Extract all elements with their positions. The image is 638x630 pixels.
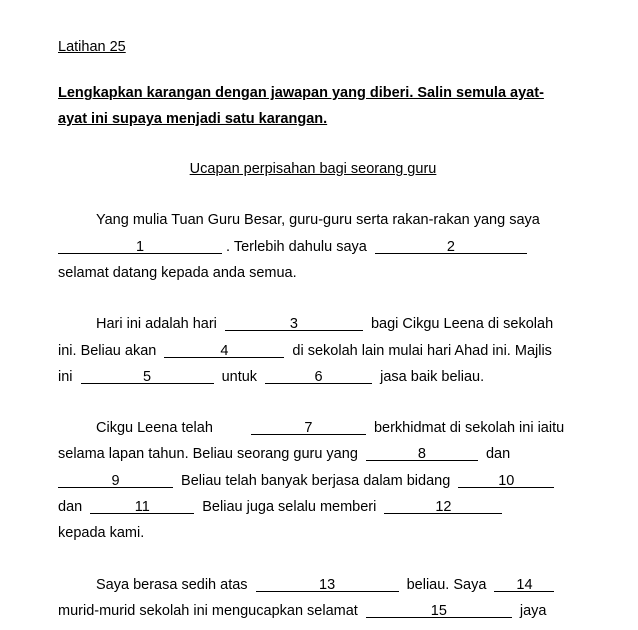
- instruction-line-1: Lengkapkan karangan dengan jawapan yang diberi. Salin semula ayat-: [58, 85, 544, 101]
- p3-line-2: selama lapan tahun. Beliau seorang guru yang 8 dan: [58, 446, 511, 462]
- answer-blank-3[interactable]: 3: [225, 316, 363, 332]
- p4-line-2: murid-murid sekolah ini mengucapkan selamat 15 jaya: [58, 603, 547, 619]
- answer-blank-15[interactable]: 15: [366, 603, 512, 619]
- answer-blank-8[interactable]: 8: [366, 446, 478, 462]
- answer-blank-1[interactable]: 1: [58, 239, 222, 255]
- answer-blank-10[interactable]: 10: [458, 473, 554, 489]
- answer-blank-7[interactable]: 7: [251, 420, 366, 436]
- p2-line-3: ini 5 untuk 6 jasa baik beliau.: [58, 369, 485, 385]
- essay-title-row: [58, 160, 568, 178]
- answer-blank-4[interactable]: 4: [164, 343, 284, 359]
- p1-line-3: selamat datang kepada anda semua.: [58, 265, 297, 281]
- answer-blank-14[interactable]: 14: [494, 577, 554, 593]
- p2-line-2: ini. Beliau akan 4 di sekolah lain mulai hari Ahad ini. Majlis: [58, 343, 552, 359]
- p4-line-1: Saya berasa sedih atas 13 beliau. Saya 14: [96, 576, 554, 594]
- answer-blank-9[interactable]: 9: [58, 473, 173, 489]
- p3-line-3: 9 Beliau telah banyak berjasa dalam bidang 10: [58, 472, 554, 490]
- instruction-line-2: ayat ini supaya menjadi satu karangan.: [58, 111, 328, 127]
- essay-title: Ucapan perpisahan bagi seorang guru: [189, 161, 437, 177]
- answer-blank-13[interactable]: 13: [256, 577, 399, 593]
- answer-blank-2[interactable]: 2: [375, 239, 527, 255]
- p3-line-4: dan 11 Beliau juga selalu memberi 12: [58, 498, 502, 516]
- answer-blank-5[interactable]: 5: [81, 369, 214, 385]
- p1-line-2: [58, 238, 527, 256]
- p3-line-5: kepada kami.: [58, 525, 145, 541]
- p1-line-1: Yang mulia Tuan Guru Besar, guru-guru serta rakan-rakan yang saya: [96, 212, 540, 228]
- answer-blank-11[interactable]: 11: [90, 499, 194, 515]
- p1-text-a: . Terlebih dahulu saya: [226, 239, 367, 255]
- exercise-heading: Latihan 25: [58, 39, 126, 55]
- p2-line-1: Hari ini adalah hari 3 bagi Cikgu Leena di sekolah: [96, 316, 554, 332]
- p3-line-1: Cikgu Leena telah 7 berkhidmat di sekolah ini iaitu: [96, 420, 565, 436]
- answer-blank-6[interactable]: 6: [265, 369, 372, 385]
- answer-blank-12[interactable]: 12: [384, 499, 502, 515]
